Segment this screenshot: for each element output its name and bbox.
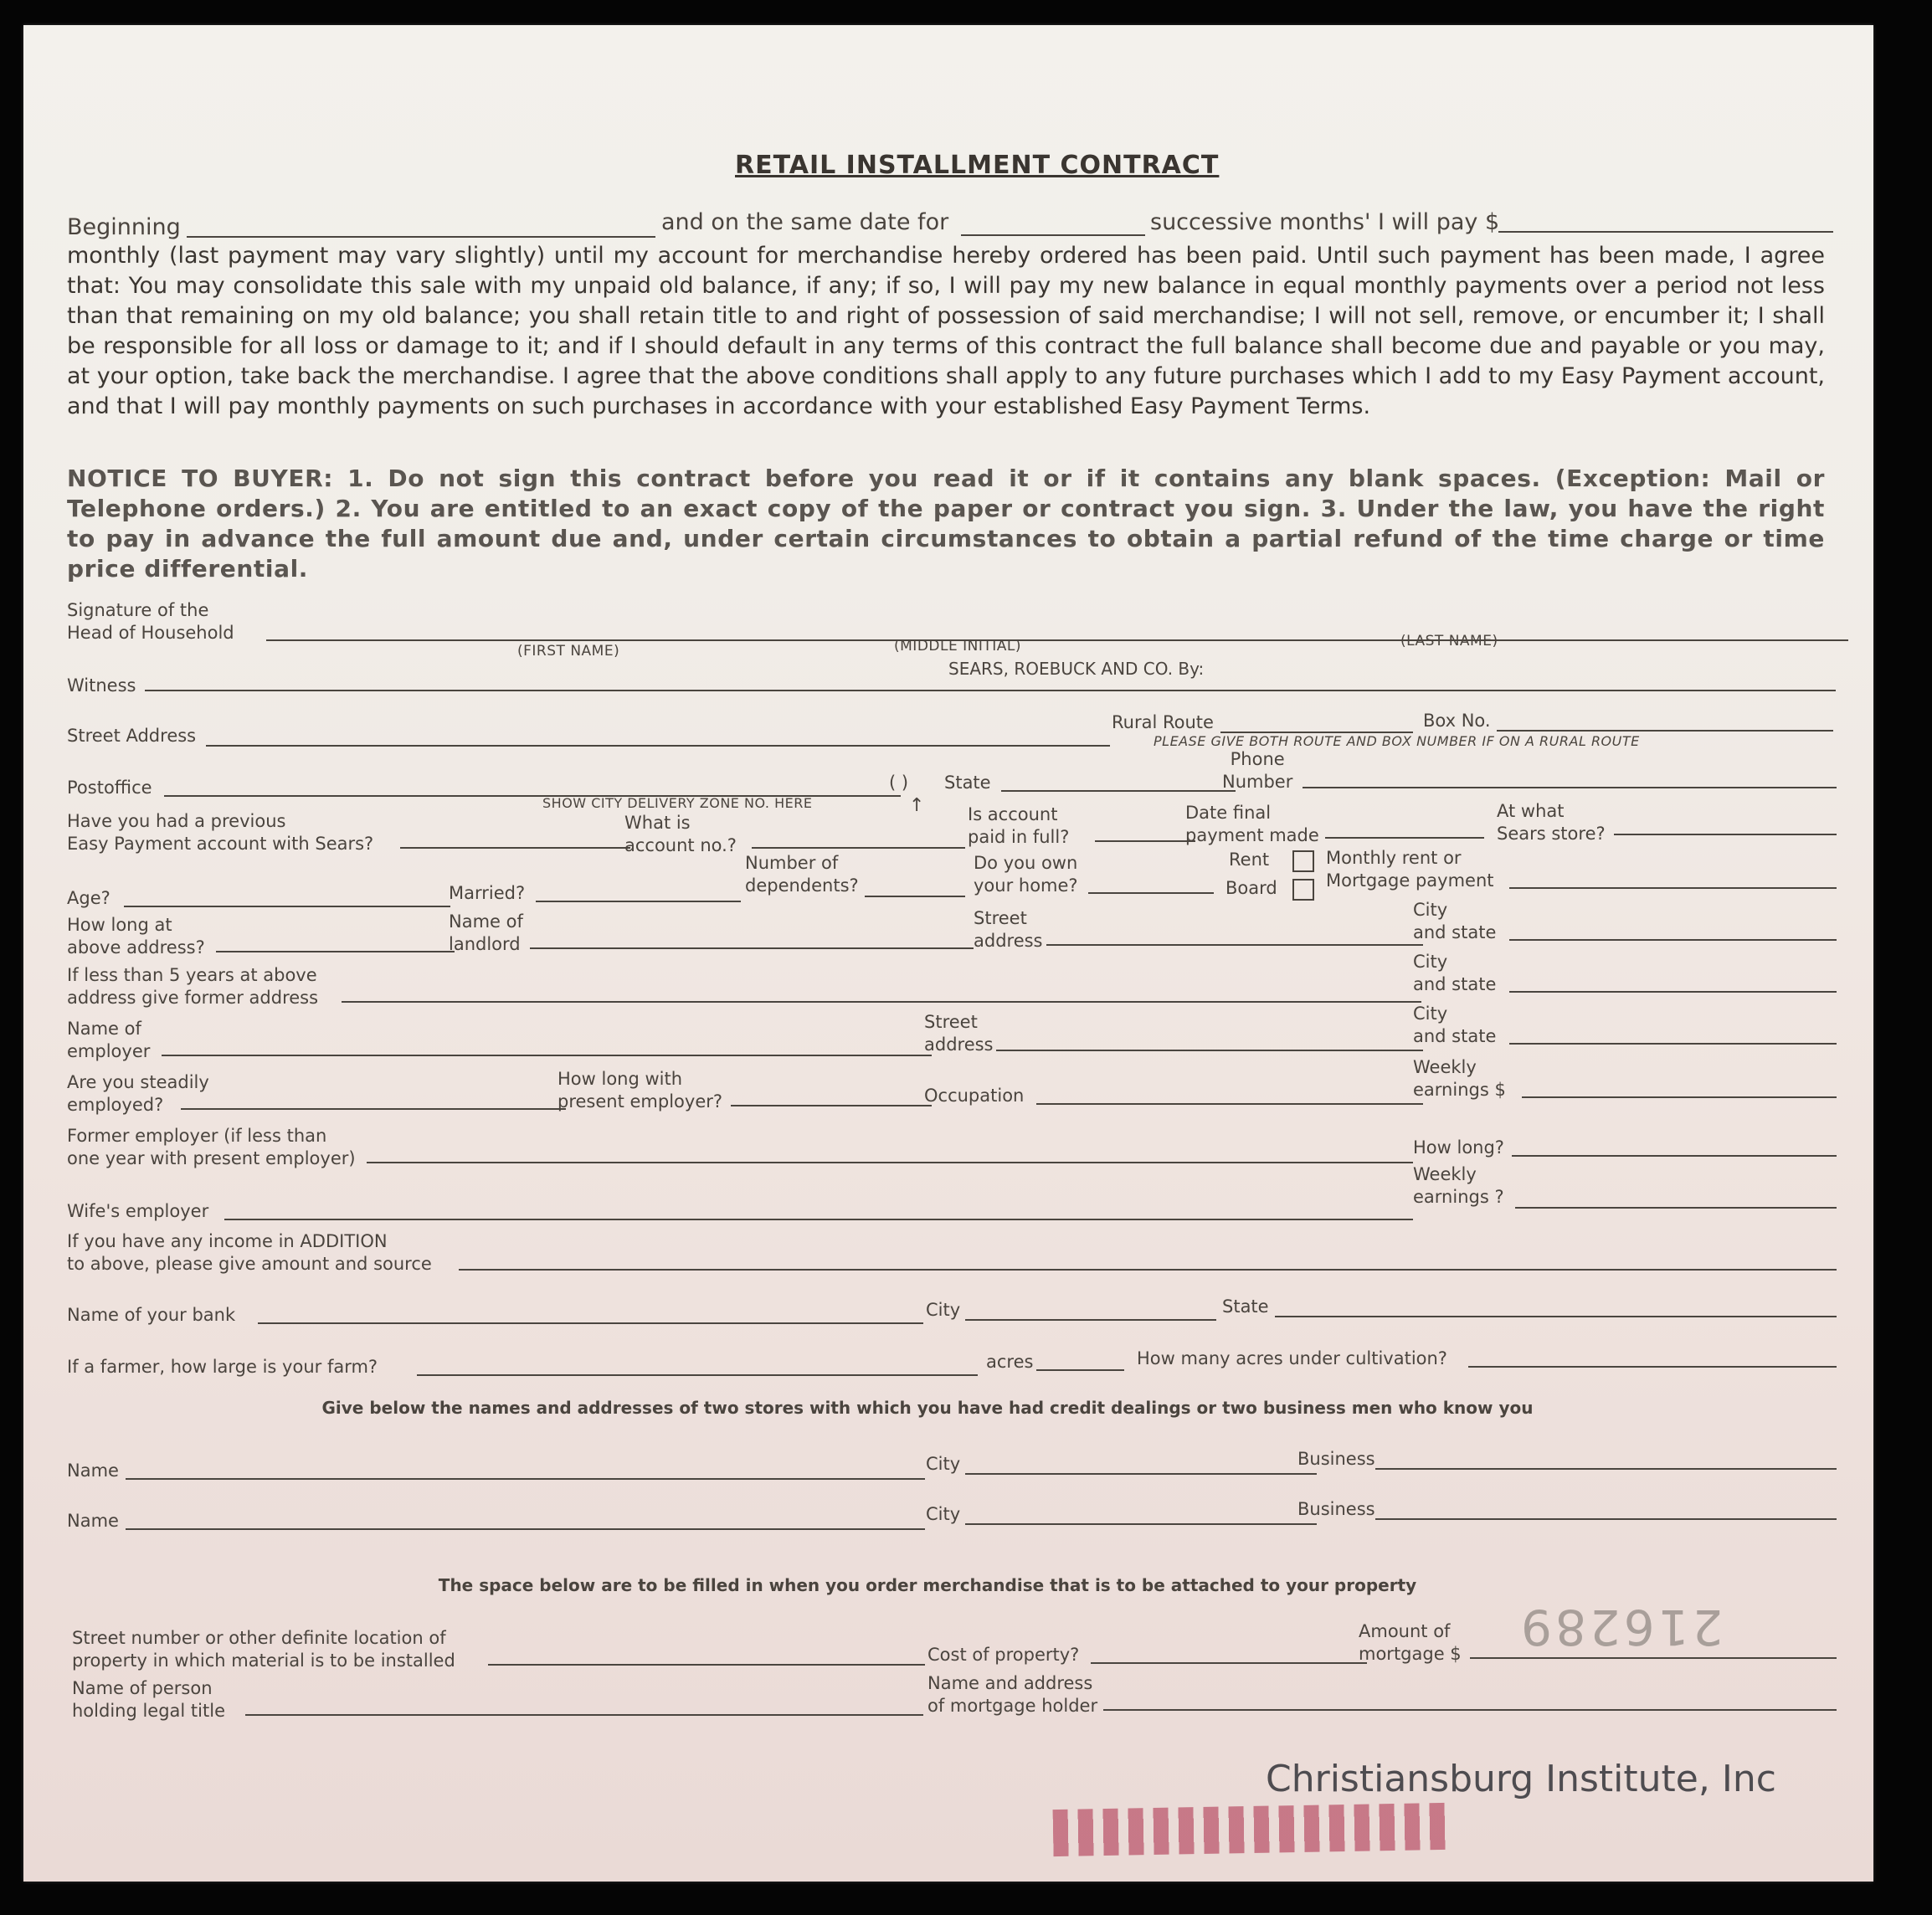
contract-title: RETAIL INSTALLMENT CONTRACT	[735, 151, 1220, 180]
married-field[interactable]	[536, 901, 741, 902]
red-ink-stamp	[1053, 1803, 1447, 1856]
own-home-field[interactable]	[1088, 892, 1214, 894]
payment-amount-field[interactable]	[1498, 231, 1833, 233]
cost-property-label: Cost of property?	[927, 1645, 1080, 1665]
reference2-name-field[interactable]	[126, 1528, 925, 1530]
phone-number-label: Phone Number	[1222, 749, 1293, 792]
witness-field[interactable]	[145, 690, 1836, 691]
account-no-field[interactable]	[752, 847, 965, 849]
age-label: Age?	[67, 888, 110, 908]
wife-employer-field[interactable]	[224, 1219, 1413, 1220]
property-location-label: Street number or other definite location of property in which material is to be installed	[72, 1628, 455, 1671]
state-field[interactable]	[1001, 790, 1236, 792]
reference1-business-label: Business	[1297, 1449, 1375, 1469]
contract-paper	[23, 25, 1873, 1882]
phone-number-field[interactable]	[1303, 787, 1837, 788]
how-long-field[interactable]	[1512, 1155, 1837, 1157]
property-heading: The space below are to be filled in when you order merchandise that is to be attached to your property	[438, 1575, 1417, 1595]
reference1-city-field[interactable]	[965, 1473, 1317, 1475]
acres-label: acres	[986, 1352, 1034, 1372]
wife-earnings-label: Weekly earnings ?	[1413, 1164, 1504, 1207]
employer-city-label: City and state	[1413, 1004, 1497, 1046]
how-long-address-field[interactable]	[216, 951, 455, 952]
previous-account-field[interactable]	[400, 847, 630, 849]
how-long-label: How long?	[1413, 1137, 1504, 1158]
bank-state-field[interactable]	[1275, 1316, 1837, 1317]
previous-account-label: Have you had a previous Easy Payment account with Sears?	[67, 811, 374, 854]
landlord-city-label: City and state	[1413, 900, 1497, 942]
former-city-label: City and state	[1413, 952, 1497, 994]
rural-route-label: Rural Route	[1112, 712, 1214, 732]
middle-initial-caption: (MIDDLE INITIAL)	[894, 638, 1021, 655]
cost-property-field[interactable]	[1091, 1662, 1367, 1664]
dependents-field[interactable]	[865, 896, 965, 897]
amount-mortgage-field[interactable]	[1470, 1657, 1837, 1659]
landlord-street-field[interactable]	[1046, 944, 1423, 946]
account-no-label: What is account no.?	[624, 813, 737, 855]
date-final-label: Date final payment made	[1185, 803, 1319, 845]
months-field[interactable]	[961, 234, 1145, 236]
bank-city-field[interactable]	[965, 1319, 1216, 1321]
bank-state-label: State	[1222, 1296, 1269, 1317]
former-city-field[interactable]	[1509, 991, 1837, 993]
reference2-city-label: City	[926, 1504, 961, 1524]
monthly-rent-field[interactable]	[1509, 887, 1837, 889]
landlord-city-field[interactable]	[1509, 939, 1837, 941]
own-home-label: Do you own your home?	[974, 853, 1078, 896]
beginning-field[interactable]	[187, 236, 655, 238]
reference1-city-label: City	[926, 1454, 961, 1474]
date-final-field[interactable]	[1325, 837, 1484, 839]
zone-box[interactable]: ( )	[889, 773, 909, 793]
wife-employer-label: Wife's employer	[67, 1201, 209, 1221]
reference1-name-label: Name	[67, 1461, 119, 1481]
how-long-employer-field[interactable]	[731, 1105, 932, 1106]
bank-label: Name of your bank	[67, 1305, 236, 1325]
watermark: Christiansburg Institute, Inc	[1266, 1758, 1776, 1800]
signature-label: Signature of the Head of Household	[67, 600, 234, 643]
reference1-business-field[interactable]	[1375, 1468, 1837, 1470]
postoffice-label: Postoffice	[67, 778, 152, 798]
box-no-label: Box No.	[1423, 711, 1491, 731]
amount-mortgage-label: Amount of mortgage $	[1359, 1621, 1462, 1664]
property-location-field[interactable]	[488, 1664, 925, 1666]
additional-income-label: If you have any income in ADDITION to above, please give amount and source	[67, 1231, 432, 1274]
legal-title-field[interactable]	[245, 1714, 923, 1716]
terms-body: monthly (last payment may vary slightly) until my account for merchandise hereby ordered has been paid. Until such payment has been made, I agree that: You may consolidate this sale with my unpaid old balance, if any; if so, I will pay my new balance in equal monthly payments over a period not less than that remaining on my old balance; you shall retain title to and right of possession of said merchandise; I will not sell, remove, or encumber it; I shall be responsible for all loss or damage to it; and if I should default in any terms of this contract the full balance shall become due and payable or you may, at your option, take back the merchandise. I agree that the above conditions shall apply to any future purchases which I add to my Easy Payment account, and that I will pay monthly payments on such purchases in accordance with your established Easy Payment Terms.	[67, 243, 1825, 419]
bank-field[interactable]	[258, 1322, 923, 1324]
landlord-label: Name of landlord	[449, 911, 523, 954]
street-address-label: Street Address	[67, 726, 197, 746]
zone-note: SHOW CITY DELIVERY ZONE NO. HERE	[542, 795, 813, 811]
beginning-label: Beginning	[67, 214, 181, 240]
reference2-business-field[interactable]	[1375, 1518, 1837, 1520]
cultivation-field[interactable]	[1468, 1366, 1837, 1368]
employer-field[interactable]	[162, 1055, 932, 1056]
paid-in-full-label: Is account paid in full?	[968, 804, 1070, 847]
former-employer-label: Former employer (if less than one year with present employer)	[67, 1126, 356, 1168]
reference1-name-field[interactable]	[126, 1478, 925, 1480]
references-heading: Give below the names and addresses of two stores with which you have had credit dealings or two business men who know you	[321, 1398, 1534, 1418]
wife-earnings-field[interactable]	[1515, 1207, 1837, 1209]
farm-label: If a farmer, how large is your farm?	[67, 1357, 378, 1377]
last-name-caption: (LAST NAME)	[1400, 633, 1498, 649]
legal-title-label: Name of person holding legal title	[72, 1678, 225, 1721]
up-arrow-icon: ↑	[909, 795, 925, 816]
farm-field[interactable]	[417, 1374, 978, 1376]
landlord-field[interactable]	[530, 947, 974, 949]
cultivation-label: How many acres under cultivation?	[1137, 1348, 1447, 1368]
bank-city-label: City	[926, 1300, 961, 1320]
state-label: State	[944, 773, 991, 793]
acres-field[interactable]	[1036, 1369, 1124, 1371]
employer-street-field[interactable]	[996, 1050, 1423, 1051]
sears-by-label: SEARS, ROEBUCK AND CO. By:	[948, 659, 1205, 679]
witness-label: Witness	[67, 675, 136, 696]
paid-in-full-field[interactable]	[1095, 840, 1195, 842]
rent-label: Rent	[1229, 850, 1270, 870]
former-employer-field[interactable]	[367, 1162, 1413, 1163]
age-field[interactable]	[124, 906, 450, 907]
same-date-label: and on the same date for	[661, 209, 949, 235]
reference2-business-label: Business	[1297, 1499, 1375, 1519]
former-address-label: If less than 5 years at above address give former address	[67, 965, 319, 1008]
landlord-street-label: Street address	[974, 908, 1043, 951]
how-long-address-label: How long at above address?	[67, 915, 205, 958]
occupation-label: Occupation	[924, 1086, 1025, 1106]
occupation-field[interactable]	[1036, 1103, 1423, 1105]
mortgage-holder-label: Name and address of mortgage holder	[927, 1673, 1098, 1716]
employer-street-label: Street address	[924, 1012, 994, 1055]
additional-income-field[interactable]	[459, 1269, 1837, 1271]
board-checkbox[interactable]	[1292, 879, 1314, 901]
serial-number-stamp: 216289	[1518, 1599, 1724, 1656]
weekly-earnings-label: Weekly earnings $	[1413, 1057, 1506, 1100]
mortgage-holder-field[interactable]	[1103, 1709, 1837, 1711]
dependents-label: Number of dependents?	[745, 853, 859, 896]
married-label: Married?	[449, 883, 526, 903]
street-address-field[interactable]	[206, 745, 1110, 747]
reference2-name-label: Name	[67, 1511, 119, 1531]
reference2-city-field[interactable]	[965, 1523, 1317, 1525]
sears-store-label: At what Sears store?	[1497, 801, 1606, 844]
employer-label: Name of employer	[67, 1019, 151, 1061]
rent-checkbox[interactable]	[1292, 850, 1314, 872]
pay-label: successive months' I will pay $	[1150, 209, 1500, 235]
monthly-rent-label: Monthly rent or Mortgage payment	[1326, 848, 1494, 891]
rural-route-note: PLEASE GIVE BOTH ROUTE AND BOX NUMBER IF ON A RURAL ROUTE	[1154, 733, 1640, 749]
employer-city-field[interactable]	[1509, 1043, 1837, 1045]
former-address-field[interactable]	[342, 1001, 1421, 1003]
notice-to-buyer: NOTICE TO BUYER: 1. Do not sign this contract before you read it or if it contains any blank spaces. (Exception: Mail or Telephone orders.) 2. You are entitled to an exact copy of the paper or contract you sign. 3. Under the law, you have the right to pay in advance the full amount due and, under certain circumstances to obtain a partial refund of the time charge or time price differential.	[67, 465, 1825, 583]
sears-store-field[interactable]	[1614, 834, 1837, 835]
steadily-label: Are you steadily employed?	[67, 1072, 209, 1115]
weekly-earnings-field[interactable]	[1522, 1096, 1837, 1098]
box-no-field[interactable]	[1497, 730, 1833, 732]
board-label: Board	[1225, 878, 1277, 898]
steadily-field[interactable]	[181, 1108, 566, 1110]
first-name-caption: (FIRST NAME)	[517, 643, 620, 660]
how-long-employer-label: How long with present employer?	[558, 1069, 723, 1112]
signature-field[interactable]	[266, 639, 1848, 641]
